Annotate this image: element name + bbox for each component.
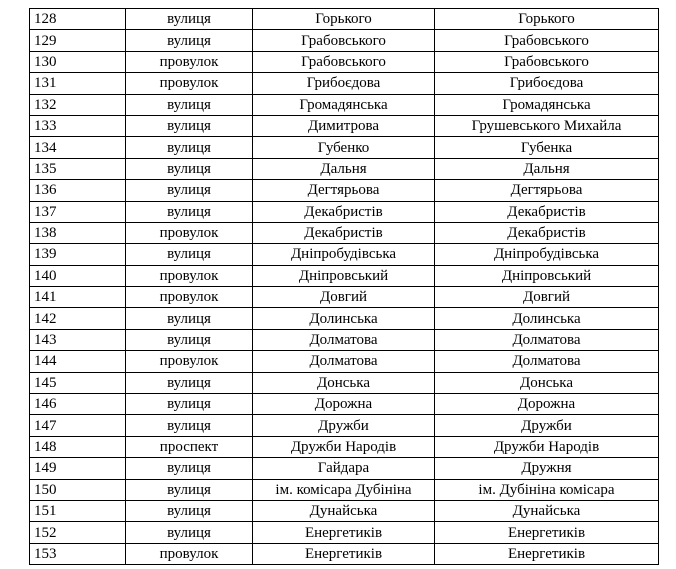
new-name-cell: Дніпробудівська: [435, 244, 659, 265]
new-name-cell: Дегтярьова: [435, 180, 659, 201]
new-name-cell: Долматова: [435, 329, 659, 350]
street-type-cell: вулиця: [126, 9, 253, 30]
row-number-cell: 137: [30, 201, 126, 222]
row-number-cell: 146: [30, 394, 126, 415]
new-name-cell: Донська: [435, 372, 659, 393]
table-row: [30, 329, 659, 350]
table-row: [30, 137, 659, 158]
old-name-cell: Дніпровський: [253, 265, 435, 286]
table-row: [30, 308, 659, 329]
street-type-cell: вулиця: [126, 308, 253, 329]
new-name-cell: Дніпровський: [435, 265, 659, 286]
new-name-cell: Громадянська: [435, 94, 659, 115]
row-number-cell: 150: [30, 479, 126, 500]
new-name-cell: Декабристів: [435, 222, 659, 243]
row-number-cell: 131: [30, 73, 126, 94]
street-type-cell: провулок: [126, 351, 253, 372]
table-row: [30, 9, 659, 30]
old-name-cell: Долматова: [253, 351, 435, 372]
street-type-cell: провулок: [126, 265, 253, 286]
row-number-cell: 145: [30, 372, 126, 393]
old-name-cell: Дружби: [253, 415, 435, 436]
old-name-cell: Енергетиків: [253, 543, 435, 564]
row-number-cell: 128: [30, 9, 126, 30]
new-name-cell: Горького: [435, 9, 659, 30]
new-name-cell: Долинська: [435, 308, 659, 329]
row-number-cell: 152: [30, 522, 126, 543]
streets-table-body: [30, 9, 659, 565]
table-row: [30, 94, 659, 115]
row-number-cell: 130: [30, 51, 126, 72]
street-type-cell: вулиця: [126, 158, 253, 179]
street-type-cell: провулок: [126, 287, 253, 308]
new-name-cell: Довгий: [435, 287, 659, 308]
old-name-cell: Грибоєдова: [253, 73, 435, 94]
new-name-cell: Дружби: [435, 415, 659, 436]
street-type-cell: вулиця: [126, 479, 253, 500]
row-number-cell: 151: [30, 500, 126, 521]
table-row: [30, 372, 659, 393]
new-name-cell: Дунайська: [435, 500, 659, 521]
table-row: [30, 500, 659, 521]
street-type-cell: вулиця: [126, 394, 253, 415]
new-name-cell: Дружня: [435, 458, 659, 479]
street-type-cell: провулок: [126, 222, 253, 243]
streets-table: [29, 8, 659, 565]
row-number-cell: 139: [30, 244, 126, 265]
table-row: [30, 180, 659, 201]
street-type-cell: вулиця: [126, 201, 253, 222]
row-number-cell: 142: [30, 308, 126, 329]
new-name-cell: ім. Дубініна комісара: [435, 479, 659, 500]
old-name-cell: Декабристів: [253, 201, 435, 222]
street-type-cell: вулиця: [126, 30, 253, 51]
row-number-cell: 147: [30, 415, 126, 436]
street-type-cell: вулиця: [126, 115, 253, 136]
table-row: [30, 30, 659, 51]
street-type-cell: вулиця: [126, 415, 253, 436]
table-row: [30, 394, 659, 415]
row-number-cell: 143: [30, 329, 126, 350]
table-row: [30, 436, 659, 457]
old-name-cell: Донська: [253, 372, 435, 393]
row-number-cell: 140: [30, 265, 126, 286]
new-name-cell: Енергетиків: [435, 543, 659, 564]
row-number-cell: 144: [30, 351, 126, 372]
street-type-cell: вулиця: [126, 244, 253, 265]
old-name-cell: Гайдара: [253, 458, 435, 479]
old-name-cell: Долматова: [253, 329, 435, 350]
row-number-cell: 141: [30, 287, 126, 308]
street-type-cell: вулиця: [126, 522, 253, 543]
street-type-cell: вулиця: [126, 329, 253, 350]
street-type-cell: провулок: [126, 543, 253, 564]
street-type-cell: вулиця: [126, 94, 253, 115]
table-row: [30, 265, 659, 286]
table-row: [30, 351, 659, 372]
table-row: [30, 73, 659, 94]
street-type-cell: провулок: [126, 51, 253, 72]
table-row: [30, 244, 659, 265]
table-row: [30, 51, 659, 72]
table-row: [30, 222, 659, 243]
row-number-cell: 133: [30, 115, 126, 136]
table-row: [30, 158, 659, 179]
new-name-cell: Енергетиків: [435, 522, 659, 543]
row-number-cell: 153: [30, 543, 126, 564]
old-name-cell: Дорожна: [253, 394, 435, 415]
old-name-cell: Дунайська: [253, 500, 435, 521]
old-name-cell: Громадянська: [253, 94, 435, 115]
row-number-cell: 129: [30, 30, 126, 51]
row-number-cell: 138: [30, 222, 126, 243]
old-name-cell: Дегтярьова: [253, 180, 435, 201]
new-name-cell: Дорожна: [435, 394, 659, 415]
table-row: [30, 479, 659, 500]
old-name-cell: Дніпробудівська: [253, 244, 435, 265]
street-type-cell: провулок: [126, 73, 253, 94]
table-row: [30, 458, 659, 479]
old-name-cell: Декабристів: [253, 222, 435, 243]
old-name-cell: Долинська: [253, 308, 435, 329]
row-number-cell: 135: [30, 158, 126, 179]
street-type-cell: вулиця: [126, 137, 253, 158]
row-number-cell: 134: [30, 137, 126, 158]
old-name-cell: Грабовського: [253, 51, 435, 72]
old-name-cell: Дружби Народів: [253, 436, 435, 457]
old-name-cell: Дальня: [253, 158, 435, 179]
street-type-cell: вулиця: [126, 458, 253, 479]
new-name-cell: Грушевського Михайла: [435, 115, 659, 136]
new-name-cell: Декабристів: [435, 201, 659, 222]
table-row: [30, 201, 659, 222]
new-name-cell: Грибоєдова: [435, 73, 659, 94]
table-row: [30, 543, 659, 564]
row-number-cell: 132: [30, 94, 126, 115]
old-name-cell: ім. комісара Дубініна: [253, 479, 435, 500]
old-name-cell: Грабовського: [253, 30, 435, 51]
old-name-cell: Горького: [253, 9, 435, 30]
old-name-cell: Димитрова: [253, 115, 435, 136]
street-type-cell: вулиця: [126, 500, 253, 521]
table-row: [30, 287, 659, 308]
row-number-cell: 136: [30, 180, 126, 201]
old-name-cell: Губенко: [253, 137, 435, 158]
street-type-cell: проспект: [126, 436, 253, 457]
new-name-cell: Дальня: [435, 158, 659, 179]
street-type-cell: вулиця: [126, 180, 253, 201]
new-name-cell: Грабовського: [435, 30, 659, 51]
table-row: [30, 115, 659, 136]
new-name-cell: Грабовського: [435, 51, 659, 72]
table-row: [30, 415, 659, 436]
old-name-cell: Енергетиків: [253, 522, 435, 543]
new-name-cell: Долматова: [435, 351, 659, 372]
row-number-cell: 149: [30, 458, 126, 479]
new-name-cell: Губенка: [435, 137, 659, 158]
street-type-cell: вулиця: [126, 372, 253, 393]
row-number-cell: 148: [30, 436, 126, 457]
new-name-cell: Дружби Народів: [435, 436, 659, 457]
table-row: [30, 522, 659, 543]
old-name-cell: Довгий: [253, 287, 435, 308]
